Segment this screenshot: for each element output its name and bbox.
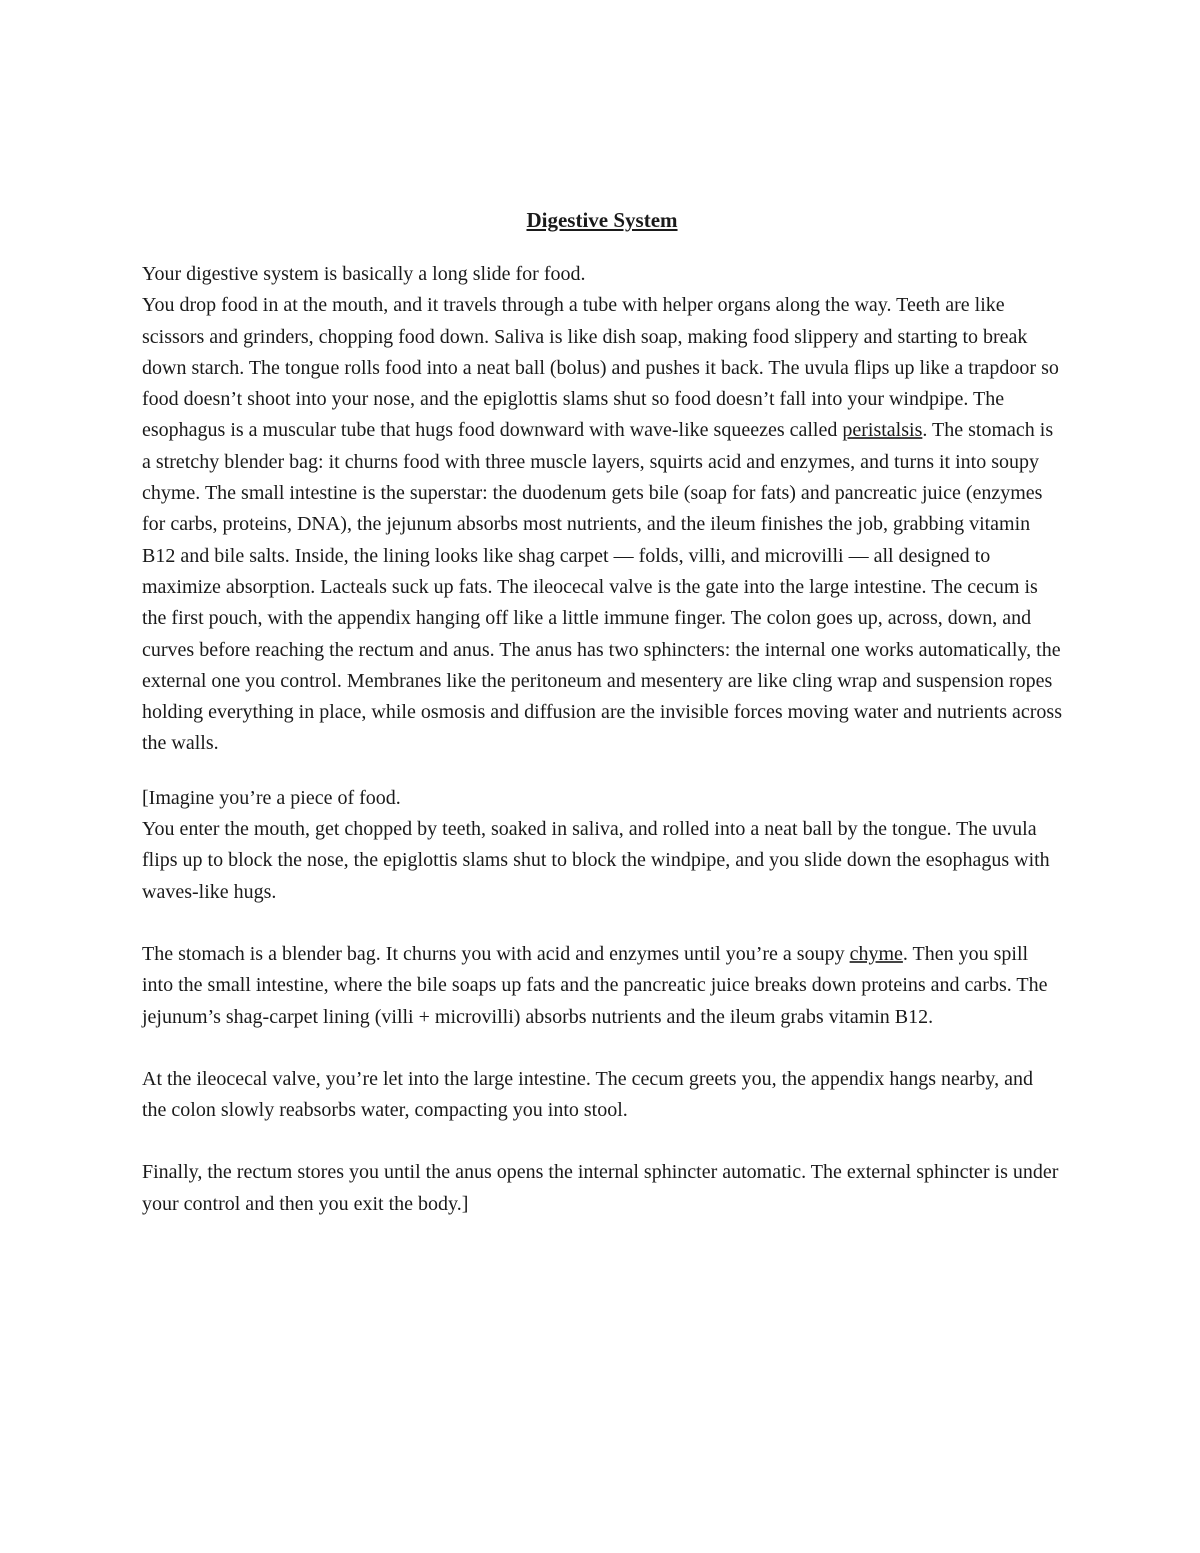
story-paragraph-stomach bbox=[142, 939, 1062, 1033]
document-page bbox=[142, 205, 1062, 1220]
story-first-line: [Imagine you’re a piece of food. bbox=[142, 786, 401, 809]
stomach-text-part2: . Then you spill into the small intestine, where the bile soaps up fats and the pancreatic juice breaks down proteins and carbs. The jejunum’s shag-carpet lining (villi + microvilli) absorbs nutrients and the ileum grabs vitamin B12. bbox=[142, 942, 1048, 1028]
paragraph-gap bbox=[142, 1033, 1062, 1064]
story-section bbox=[142, 783, 1062, 1220]
document-title: Digestive System bbox=[526, 208, 678, 232]
intro-first-line: Your digestive system is basically a long slide for food. bbox=[142, 263, 586, 285]
peristalsis-term: peristalsis bbox=[842, 419, 923, 442]
story-paragraph-large-intestine: At the ileocecal valve, you’re let into the large intestine. The cecum greets you, the appendix hangs nearby, and the colon slowly reabsorbs water, compacting you into stool. bbox=[142, 1067, 1033, 1122]
story-paragraph-exit: Finally, the rectum stores you until the anus opens the internal sphincter automatic. The external sphincter is under your control and then you exit the body.] bbox=[142, 1161, 1059, 1215]
intro-section bbox=[142, 259, 1062, 760]
story-paragraph-mouth: You enter the mouth, get chopped by teeth, soaked in saliva, and rolled into a neat ball by the tongue. The uvula flips up to block the nose, the epiglottis slams shut to block the windpipe, and you slide down the esophagus with waves-like hugs. bbox=[142, 818, 1050, 903]
intro-text-part2: . The stomach is a stretchy blender bag: it churns food with three muscle layers, squirts acid and enzymes, and turns it into soupy chyme. The small intestine is the superstar: the duodenum gets bile (soap for fats) and pancreatic juice (enzymes for carbs, proteins, DNA), the jejunum absorbs most nutrients, and the ileum finishes the job, grabbing vitamin B12 and bile salts. Inside, the lining looks like shag carpet — folds, villi, and microvilli — all designed to maximize absorption. Lacteals suck up fats. The ileocecal valve is the gate into the large intestine. The cecum is the first pouch, with the appendix hanging off like a little immune finger. The colon goes up, across, down, and curves before reaching the rectum and anus. The anus has two sphincters: the internal one works automatically, the external one you control. Membranes like the peritoneum and mesentery are like cling wrap and suspension ropes holding everything in place, while osmosis and diffusion are the invisible forces moving water and nutrients across the walls. bbox=[142, 419, 1062, 755]
stomach-text-part1: The stomach is a blender bag. It churns you with acid and enzymes until you’re a soupy bbox=[142, 942, 850, 965]
paragraph-gap bbox=[142, 908, 1062, 939]
intro-paragraph bbox=[142, 290, 1062, 759]
chyme-term: chyme bbox=[849, 942, 903, 965]
intro-text-part1: You drop food in at the mouth, and it travels through a tube with helper organs along the way. Teeth are like scissors and grinders, chopping food down. Saliva is like dish soap, making food slippery and starting to break down starch. The tongue rolls food into a neat ball (bolus) and pushes it back. The uvula flips up like a trapdoor so food doesn’t shoot into your nose, and the epiglottis slams shut so food doesn’t fall into your windpipe. The esophagus is a muscular tube that hugs food downward with wave-like squeezes called bbox=[142, 294, 1059, 442]
paragraph-gap bbox=[142, 1126, 1062, 1157]
